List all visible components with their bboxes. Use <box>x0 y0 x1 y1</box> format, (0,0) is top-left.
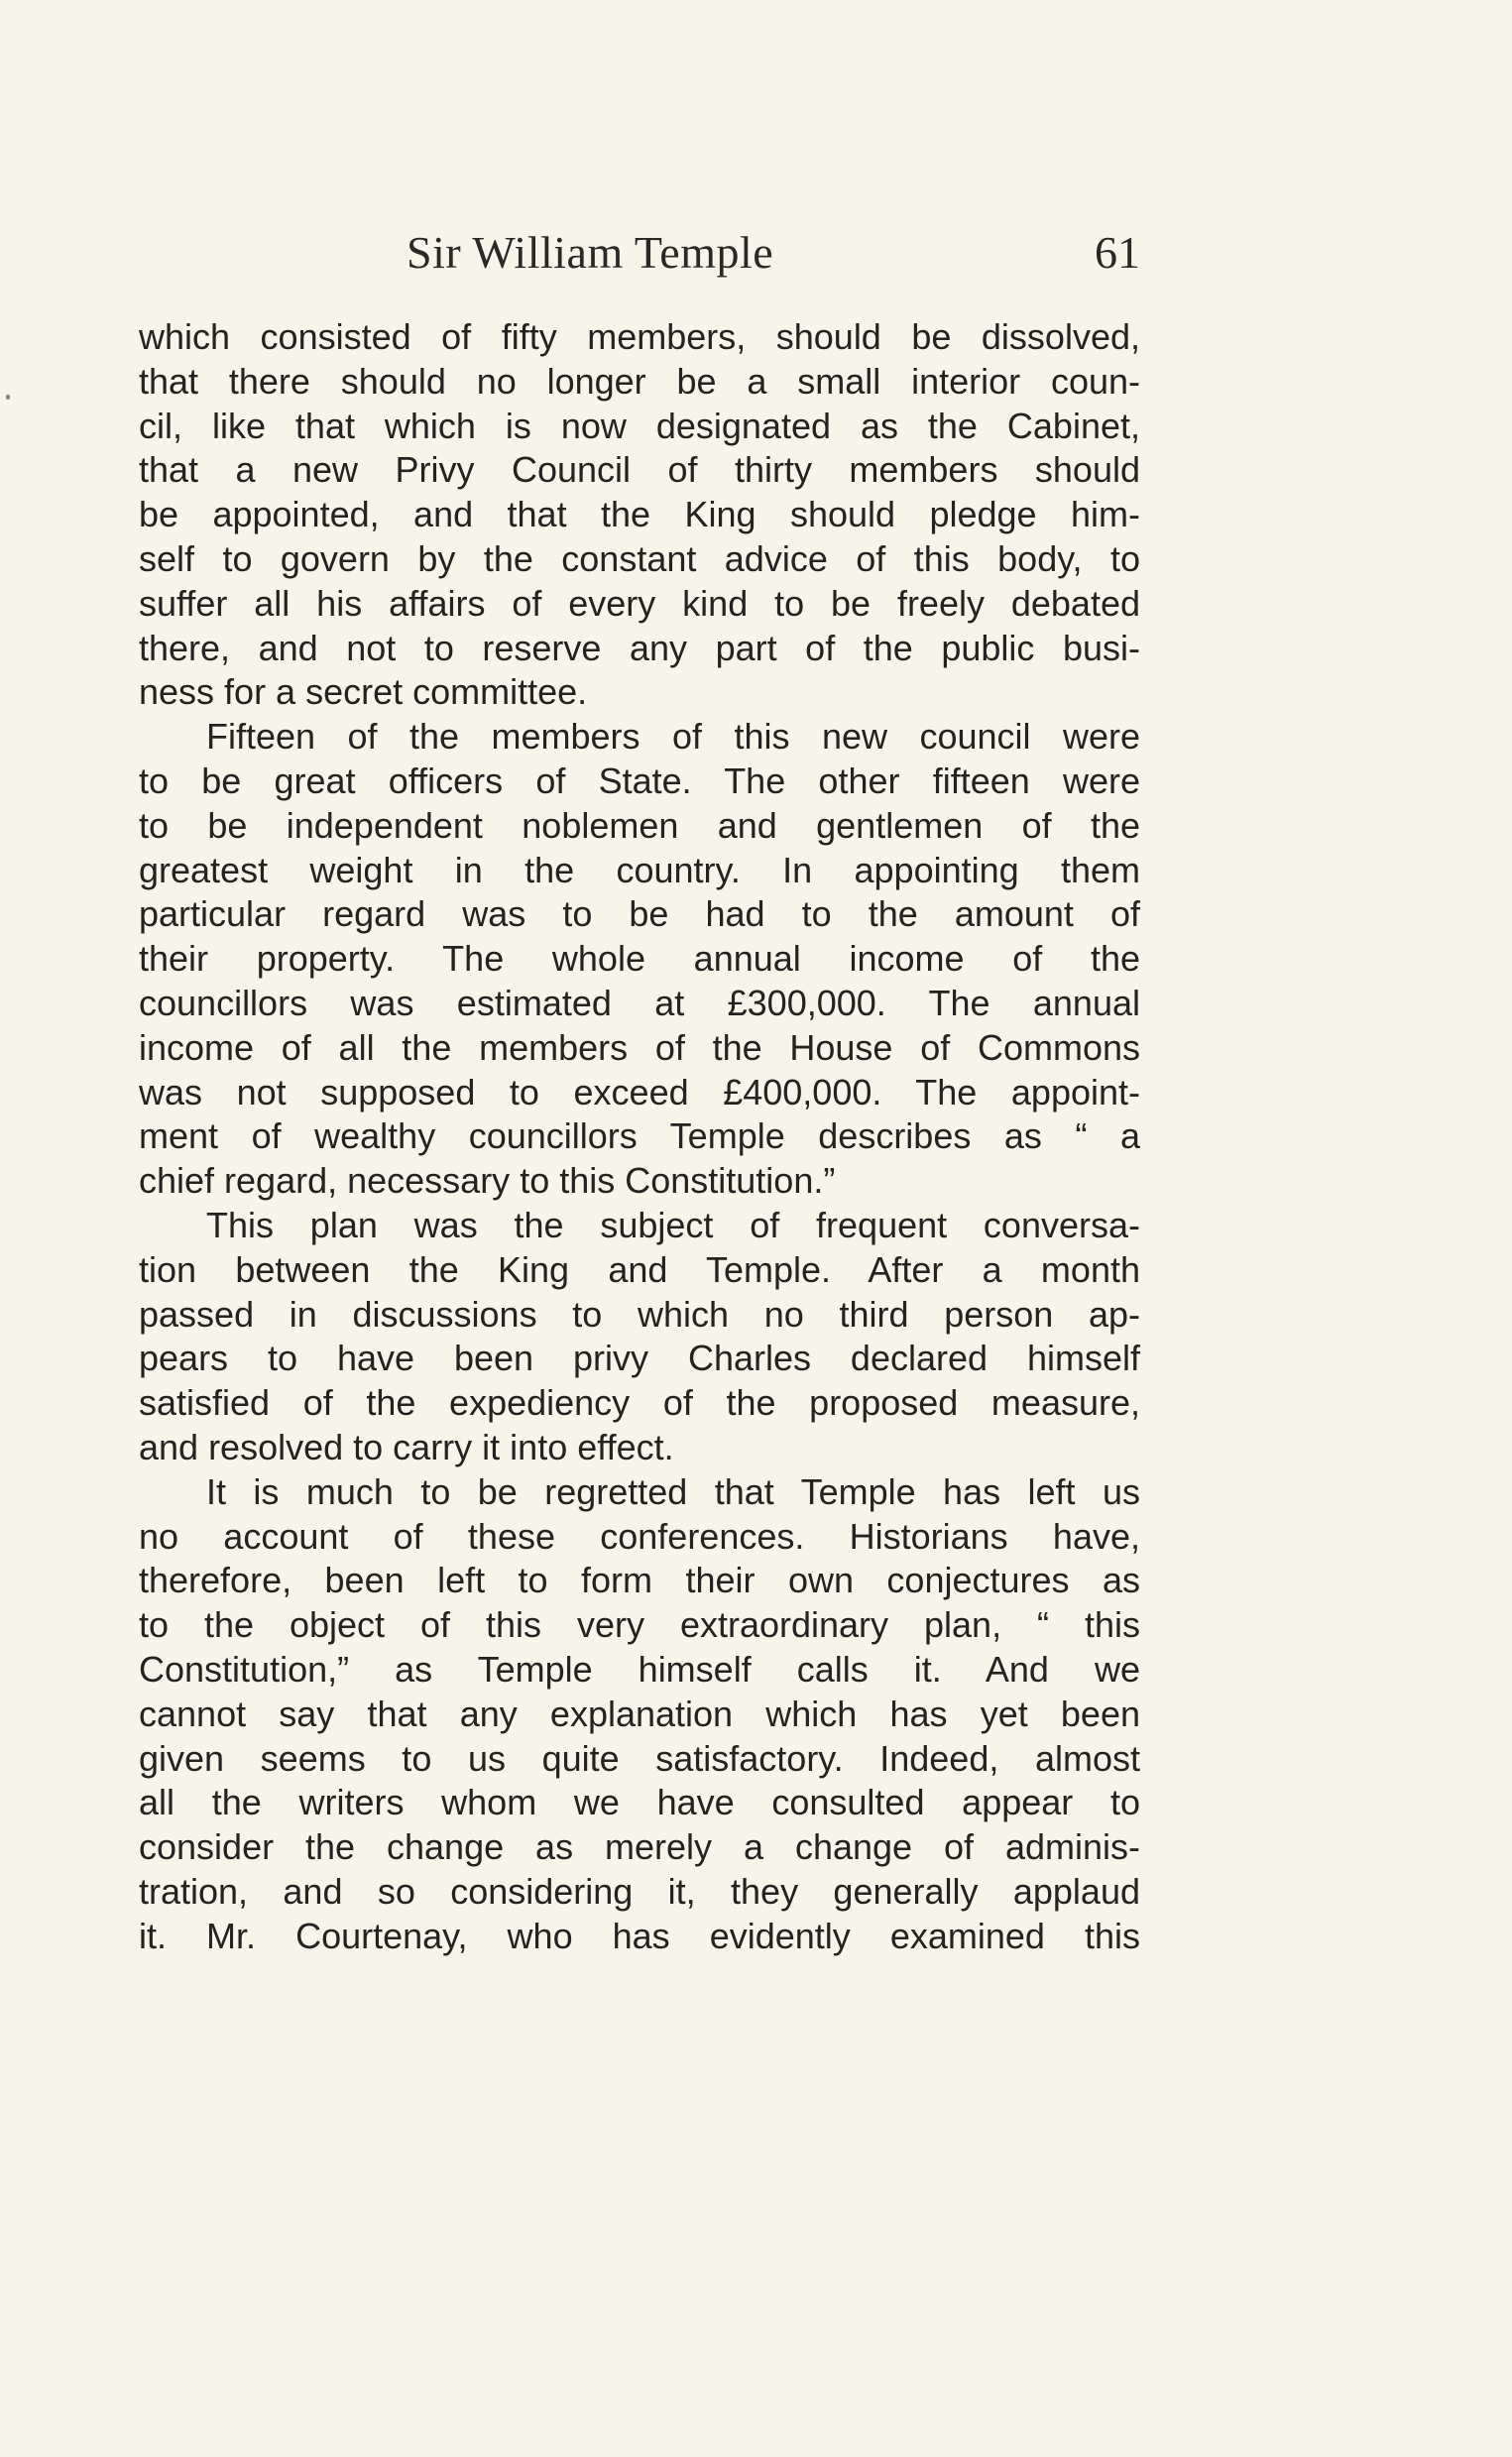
text-line: it. Mr. Courtenay, who has evidently examined this <box>139 1915 1140 1956</box>
text-line: Constitution,” as Temple himself calls it. And we <box>139 1648 1140 1690</box>
paragraph-start-line: It is much to be regretted that Temple has left us <box>206 1470 1140 1512</box>
text-line: pears to have been privy Charles declared himself <box>139 1338 1140 1379</box>
running-title: Sir William Temple <box>407 227 774 278</box>
text-line: was not supposed to exceed £400,000. The appoint- <box>139 1071 1140 1112</box>
text-line: that a new Privy Council of thirty members should <box>139 449 1140 491</box>
text-line: there, and not to reserve any part of the public busi- <box>139 627 1140 668</box>
text-line: no account of these conferences. Historians have, <box>139 1515 1140 1557</box>
text-line: particular regard was to be had to the amount of <box>139 893 1140 935</box>
text-line: passed in discussions to which no third person ap- <box>139 1293 1140 1335</box>
running-head <box>139 226 1140 286</box>
text-line: income of all the members of the House of Commons <box>139 1026 1140 1068</box>
text-line: and resolved to carry it into effect. <box>139 1426 674 1467</box>
text-line: tion between the King and Temple. After a month <box>139 1248 1140 1290</box>
text-line: ness for a secret committee. <box>139 671 588 713</box>
text-line: that there should no longer be a small interior coun- <box>139 360 1140 402</box>
text-line: cil, like that which is now designated as the Cabinet, <box>139 405 1140 446</box>
body-text <box>139 315 1140 1958</box>
text-line: greatest weight in the country. In appointing them <box>139 849 1140 890</box>
text-line: chief regard, necessary to this Constitution.” <box>139 1160 836 1202</box>
paragraph-start-line: This plan was the subject of frequent conversa- <box>206 1204 1140 1245</box>
text-line: all the writers whom we have consulted appear to <box>139 1782 1140 1823</box>
page-number: 61 <box>1095 227 1140 278</box>
text-line: cannot say that any explanation which has yet been <box>139 1693 1140 1734</box>
text-line: given seems to us quite satisfactory. Indeed, almost <box>139 1737 1140 1779</box>
text-line: be appointed, and that the King should pledge him- <box>139 494 1140 535</box>
text-line: to the object of this very extraordinary plan, “ this <box>139 1604 1140 1646</box>
paragraph-start-line: Fifteen of the members of this new council were <box>206 716 1140 758</box>
text-line: therefore, been left to form their own conjectures as <box>139 1560 1140 1601</box>
text-line: consider the change as merely a change of adminis- <box>139 1826 1140 1868</box>
text-line: which consisted of fifty members, should be dissolved, <box>139 316 1140 357</box>
text-line: their property. The whole annual income of the <box>139 938 1140 980</box>
text-line: to be independent noblemen and gentlemen of the <box>139 804 1140 846</box>
text-line: councillors was estimated at £300,000. The annual <box>139 982 1140 1023</box>
text-line: satisfied of the expediency of the proposed measure, <box>139 1382 1140 1424</box>
text-line: tration, and so considering it, they generally applaud <box>139 1870 1140 1912</box>
text-line: to be great officers of State. The other fifteen were <box>139 760 1140 801</box>
text-line: ment of wealthy councillors Temple describes as “ a <box>139 1115 1140 1157</box>
page-speck <box>6 395 10 400</box>
text-line: suffer all his affairs of every kind to be freely debated <box>139 582 1140 624</box>
text-line: self to govern by the constant advice of this body, to <box>139 537 1140 579</box>
